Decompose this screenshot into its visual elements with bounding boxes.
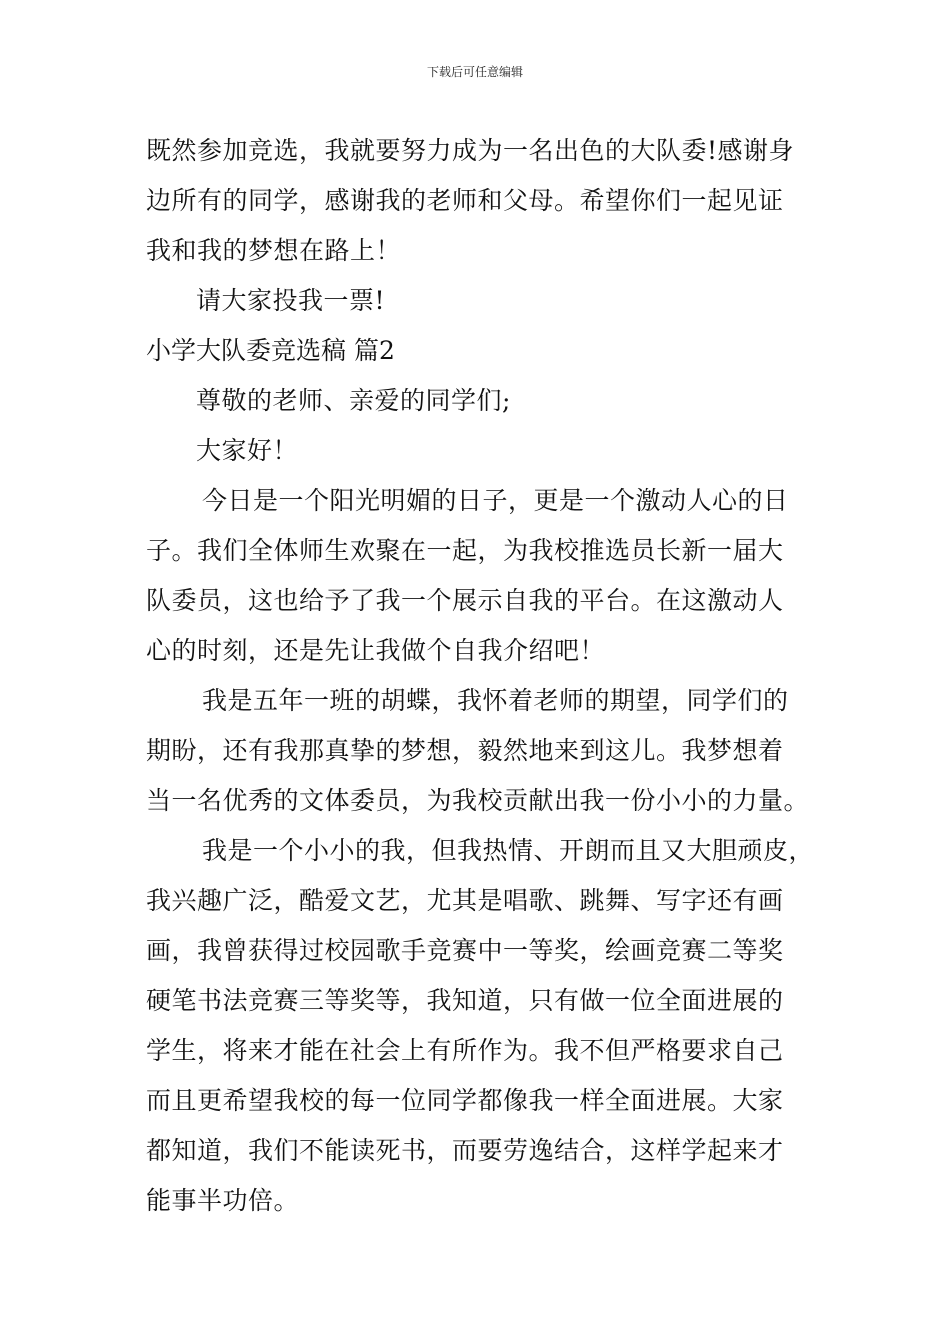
paragraph-line: 当一名优秀的文体委员，为我校贡献出我一份小小的力量。 xyxy=(146,786,810,815)
paragraph-line: 既然参加竞选，我就要努力成为一名出色的大队委!感谢身 xyxy=(146,136,795,165)
paragraph-line: 请大家投我一票! xyxy=(196,286,386,315)
paragraph-line: 我兴趣广泛，酷爱文艺，尤其是唱歌、跳舞、写字还有画 xyxy=(146,886,784,915)
section-heading: 小学大队委竞选稿 篇2 xyxy=(146,336,395,365)
paragraph-line: 我和我的梦想在路上！ xyxy=(146,236,402,265)
paragraph-line: 能事半功倍。 xyxy=(146,1186,300,1215)
document-body xyxy=(146,126,816,1226)
paragraph-line: 我是五年一班的胡蝶，我怀着老师的期望，同学们的 xyxy=(202,686,789,715)
paragraph-line: 画，我曾获得过校园歌手竞赛中一等奖，绘画竞赛二等奖 xyxy=(146,936,784,965)
paragraph-line: 心的时刻，还是先让我做个自我介绍吧！ xyxy=(146,636,606,665)
greeting-line: 大家好！ xyxy=(196,436,299,465)
page-header: 下载后可任意编辑 xyxy=(426,65,523,79)
paragraph-line: 子。我们全体师生欢聚在一起，为我校推选员长新一届大 xyxy=(146,536,784,565)
paragraph-line: 队委员，这也给予了我一个展示自我的平台。在这激动人 xyxy=(146,586,784,615)
paragraph-line: 期盼，还有我那真挚的梦想，毅然地来到这儿。我梦想着 xyxy=(146,736,784,765)
paragraph-line: 都知道，我们不能读死书，而要劳逸结合，这样学起来才 xyxy=(146,1136,784,1165)
paragraph-line: 而且更希望我校的每一位同学都像我一样全面进展。大家 xyxy=(146,1086,784,1115)
salutation-line: 尊敬的老师、亲爱的同学们; xyxy=(196,386,511,415)
paragraph-line: 我是一个小小的我，但我热情、开朗而且又大胆顽皮， xyxy=(202,836,815,865)
paragraph-line: 硬笔书法竞赛三等奖等，我知道，只有做一位全面进展的 xyxy=(146,986,784,1015)
paragraph-line: 今日是一个阳光明媚的日子，更是一个激动人心的日 xyxy=(202,486,789,515)
paragraph-line: 学生，将来才能在社会上有所作为。我不但严格要求自己 xyxy=(146,1036,784,1065)
paragraph-line: 边所有的同学，感谢我的老师和父母。希望你们一起见证 xyxy=(146,186,784,215)
